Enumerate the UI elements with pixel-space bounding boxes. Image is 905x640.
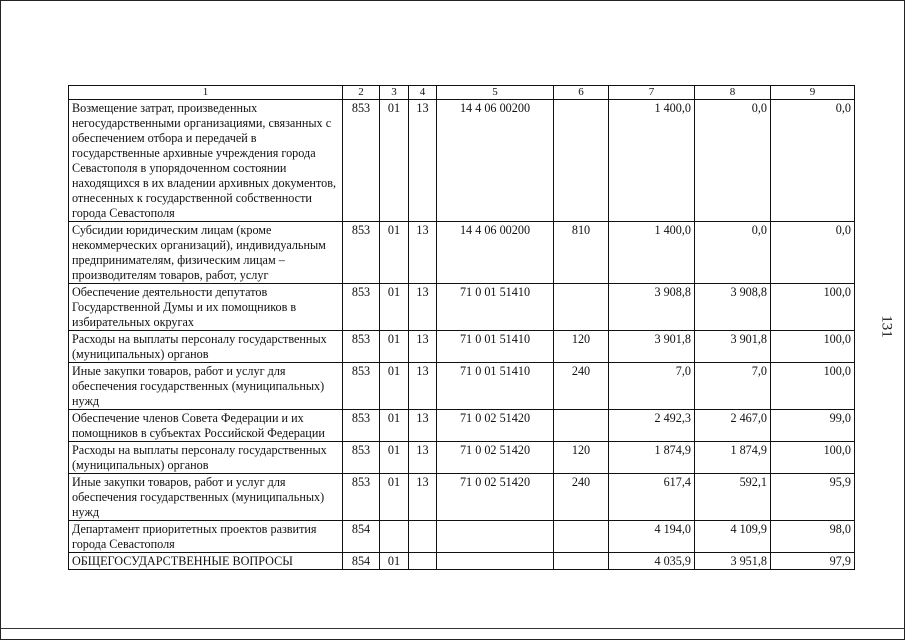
row-section: 01	[380, 553, 409, 570]
row-target-article: 14 4 06 00200	[437, 222, 554, 284]
row-expense-type: 120	[554, 442, 609, 474]
row-percent: 100,0	[771, 363, 855, 410]
row-name: Расходы на выплаты персоналу государственных (муниципальных) органов	[69, 442, 343, 474]
row-target-article: 14 4 06 00200	[437, 100, 554, 222]
row-target-article: 71 0 02 51420	[437, 442, 554, 474]
row-admin-code: 854	[343, 553, 380, 570]
row-section	[380, 521, 409, 553]
row-percent: 95,9	[771, 474, 855, 521]
table-header-row	[69, 86, 855, 100]
row-planned: 7,0	[609, 363, 695, 410]
row-percent: 0,0	[771, 100, 855, 222]
row-percent: 99,0	[771, 410, 855, 442]
row-target-article: 71 0 01 51410	[437, 284, 554, 331]
row-target-article: 71 0 01 51410	[437, 363, 554, 410]
table-row	[69, 442, 855, 474]
header-cell-9: 9	[771, 86, 855, 100]
row-section: 01	[380, 222, 409, 284]
row-name: Департамент приоритетных проектов развития города Севастополя	[69, 521, 343, 553]
row-subsection: 13	[409, 331, 437, 363]
row-subsection	[409, 553, 437, 570]
row-executed: 7,0	[695, 363, 771, 410]
row-section: 01	[380, 442, 409, 474]
row-planned: 3 901,8	[609, 331, 695, 363]
row-admin-code: 854	[343, 521, 380, 553]
row-target-article: 71 0 01 51410	[437, 331, 554, 363]
row-name: Расходы на выплаты персоналу государственных (муниципальных) органов	[69, 331, 343, 363]
row-section: 01	[380, 474, 409, 521]
row-planned: 617,4	[609, 474, 695, 521]
budget-table	[68, 85, 855, 570]
row-percent: 0,0	[771, 222, 855, 284]
row-planned: 1 400,0	[609, 222, 695, 284]
header-cell-3: 3	[380, 86, 409, 100]
table-row	[69, 521, 855, 553]
row-percent: 100,0	[771, 442, 855, 474]
header-cell-4: 4	[409, 86, 437, 100]
header-cell-5: 5	[437, 86, 554, 100]
row-planned: 2 492,3	[609, 410, 695, 442]
row-executed: 0,0	[695, 100, 771, 222]
row-admin-code: 853	[343, 331, 380, 363]
row-target-article	[437, 553, 554, 570]
row-planned: 4 035,9	[609, 553, 695, 570]
row-name: Иные закупки товаров, работ и услуг для обеспечения государственных (муниципальных) нужд	[69, 363, 343, 410]
header-cell-7: 7	[609, 86, 695, 100]
row-planned: 4 194,0	[609, 521, 695, 553]
row-name: Субсидии юридическим лицам (кроме некоммерческих организаций), индивидуальным предпринимателям, физическим лицам – производителям товаров, работ, услуг	[69, 222, 343, 284]
row-executed: 3 951,8	[695, 553, 771, 570]
row-admin-code: 853	[343, 474, 380, 521]
row-subsection: 13	[409, 100, 437, 222]
row-percent: 98,0	[771, 521, 855, 553]
row-admin-code: 853	[343, 363, 380, 410]
row-percent: 100,0	[771, 331, 855, 363]
row-expense-type: 240	[554, 363, 609, 410]
row-expense-type: 240	[554, 474, 609, 521]
page-number: 131	[878, 315, 895, 338]
row-subsection	[409, 521, 437, 553]
header-cell-2: 2	[343, 86, 380, 100]
table-row	[69, 363, 855, 410]
row-name: Обеспечение деятельности депутатов Государственной Думы и их помощников в избирательных округах	[69, 284, 343, 331]
row-subsection: 13	[409, 410, 437, 442]
row-section: 01	[380, 331, 409, 363]
row-expense-type	[554, 521, 609, 553]
row-planned: 1 874,9	[609, 442, 695, 474]
header-cell-1: 1	[69, 86, 343, 100]
row-admin-code: 853	[343, 222, 380, 284]
row-expense-type	[554, 284, 609, 331]
row-name: Иные закупки товаров, работ и услуг для обеспечения государственных (муниципальных) нужд	[69, 474, 343, 521]
table-row	[69, 474, 855, 521]
row-executed: 3 901,8	[695, 331, 771, 363]
row-admin-code: 853	[343, 442, 380, 474]
bottom-divider	[0, 628, 905, 629]
row-expense-type: 120	[554, 331, 609, 363]
row-subsection: 13	[409, 363, 437, 410]
row-planned: 1 400,0	[609, 100, 695, 222]
row-expense-type	[554, 553, 609, 570]
row-name: ОБЩЕГОСУДАРСТВЕННЫЕ ВОПРОСЫ	[69, 553, 343, 570]
row-executed: 4 109,9	[695, 521, 771, 553]
row-expense-type	[554, 100, 609, 222]
row-expense-type: 810	[554, 222, 609, 284]
table-row	[69, 553, 855, 570]
row-admin-code: 853	[343, 410, 380, 442]
row-expense-type	[554, 410, 609, 442]
header-cell-6: 6	[554, 86, 609, 100]
row-planned: 3 908,8	[609, 284, 695, 331]
row-section: 01	[380, 363, 409, 410]
table-row	[69, 410, 855, 442]
row-subsection: 13	[409, 474, 437, 521]
row-executed: 0,0	[695, 222, 771, 284]
row-section: 01	[380, 100, 409, 222]
table-row	[69, 222, 855, 284]
row-target-article: 71 0 02 51420	[437, 410, 554, 442]
row-percent: 100,0	[771, 284, 855, 331]
row-target-article: 71 0 02 51420	[437, 474, 554, 521]
row-section: 01	[380, 410, 409, 442]
row-percent: 97,9	[771, 553, 855, 570]
row-section: 01	[380, 284, 409, 331]
row-subsection: 13	[409, 284, 437, 331]
row-subsection: 13	[409, 442, 437, 474]
row-target-article	[437, 521, 554, 553]
table-row	[69, 284, 855, 331]
row-executed: 3 908,8	[695, 284, 771, 331]
table-row	[69, 331, 855, 363]
row-name: Возмещение затрат, произведенных негосударственными организациями, связанных с обеспечением отбора и передачей в государственные архивные учреждения города Севастополя в упорядоченном состоянии находящихся в их владении архивных документов, отнесенных к государственной собственности города Севастополя	[69, 100, 343, 222]
row-executed: 1 874,9	[695, 442, 771, 474]
row-admin-code: 853	[343, 100, 380, 222]
header-cell-8: 8	[695, 86, 771, 100]
table-row	[69, 100, 855, 222]
row-admin-code: 853	[343, 284, 380, 331]
row-executed: 592,1	[695, 474, 771, 521]
row-name: Обеспечение членов Совета Федерации и их помощников в субъектах Российской Федерации	[69, 410, 343, 442]
row-subsection: 13	[409, 222, 437, 284]
row-executed: 2 467,0	[695, 410, 771, 442]
